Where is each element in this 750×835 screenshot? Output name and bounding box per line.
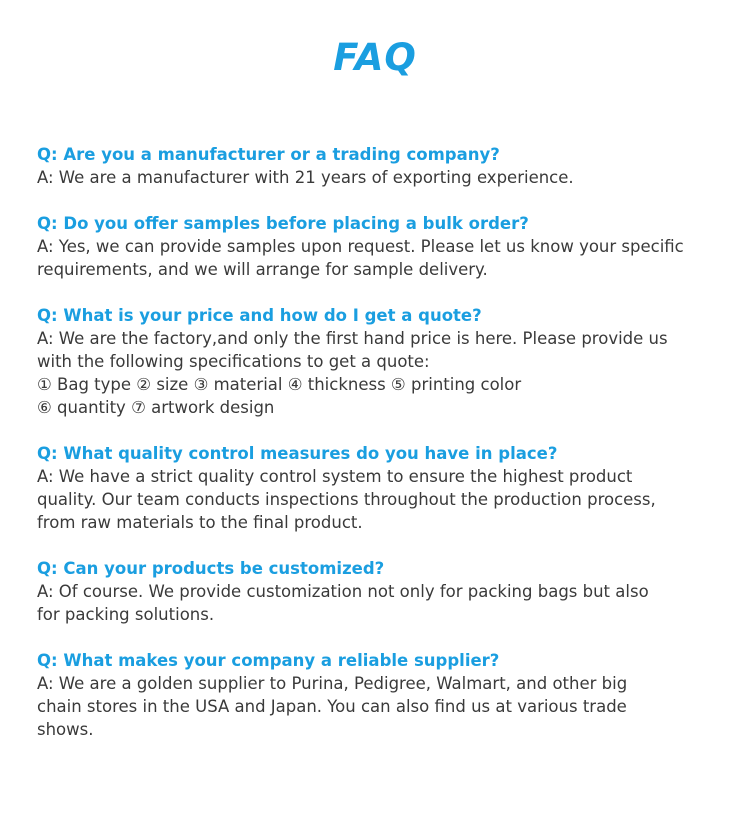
faq-answer-line: requirements, and we will arrange for sample delivery.	[37, 260, 488, 279]
faq-answer-line: A: Of course. We provide customization not only for packing bags but also	[37, 582, 649, 601]
faq-question: Q: Can your products be customized?	[37, 559, 385, 578]
faq-answer	[37, 465, 727, 534]
faq-item-customization	[37, 557, 727, 626]
faq-answer-line: ⑥ quantity ⑦ artwork design	[37, 398, 275, 417]
faq-answer-line: quality. Our team conducts inspections throughout the production process,	[37, 490, 656, 509]
page-title: FAQ	[333, 36, 417, 79]
faq-answer-line: A: We are a golden supplier to Purina, Pedigree, Walmart, and other big	[37, 674, 628, 693]
faq-question: Q: What makes your company a reliable supplier?	[37, 651, 500, 670]
faq-answer-line: from raw materials to the final product.	[37, 513, 363, 532]
faq-question: Q: What is your price and how do I get a quote?	[37, 306, 482, 325]
faq-answer-line: shows.	[37, 720, 94, 739]
faq-answer	[37, 327, 727, 419]
faq-answer-line: with the following specifications to get a quote:	[37, 352, 430, 371]
faq-item-reliable-supplier	[37, 649, 727, 741]
faq-answer-line: A: Yes, we can provide samples upon request. Please let us know your specific	[37, 237, 684, 256]
faq-answer	[37, 235, 727, 281]
faq-item-samples	[37, 212, 727, 281]
faq-question: Q: Are you a manufacturer or a trading company?	[37, 145, 500, 164]
faq-answer	[37, 166, 727, 189]
faq-answer-line: A: We are a manufacturer with 21 years of exporting experience.	[37, 168, 574, 187]
faq-answer	[37, 672, 727, 741]
faq-answer-line: chain stores in the USA and Japan. You can also find us at various trade	[37, 697, 627, 716]
faq-answer	[37, 580, 727, 626]
faq-question: Q: What quality control measures do you have in place?	[37, 444, 558, 463]
faq-answer-line: A: We are the factory,and only the first hand price is here. Please provide us	[37, 329, 668, 348]
faq-answer-line: A: We have a strict quality control system to ensure the highest product	[37, 467, 633, 486]
faq-item-manufacturer	[37, 143, 727, 189]
faq-answer-line: for packing solutions.	[37, 605, 215, 624]
faq-item-quality-control	[37, 442, 727, 534]
faq-answer-line: ① Bag type ② size ③ material ④ thickness ⑤ printing color	[37, 375, 522, 394]
faq-item-price-quote	[37, 304, 727, 419]
faq-question: Q: Do you offer samples before placing a bulk order?	[37, 214, 529, 233]
